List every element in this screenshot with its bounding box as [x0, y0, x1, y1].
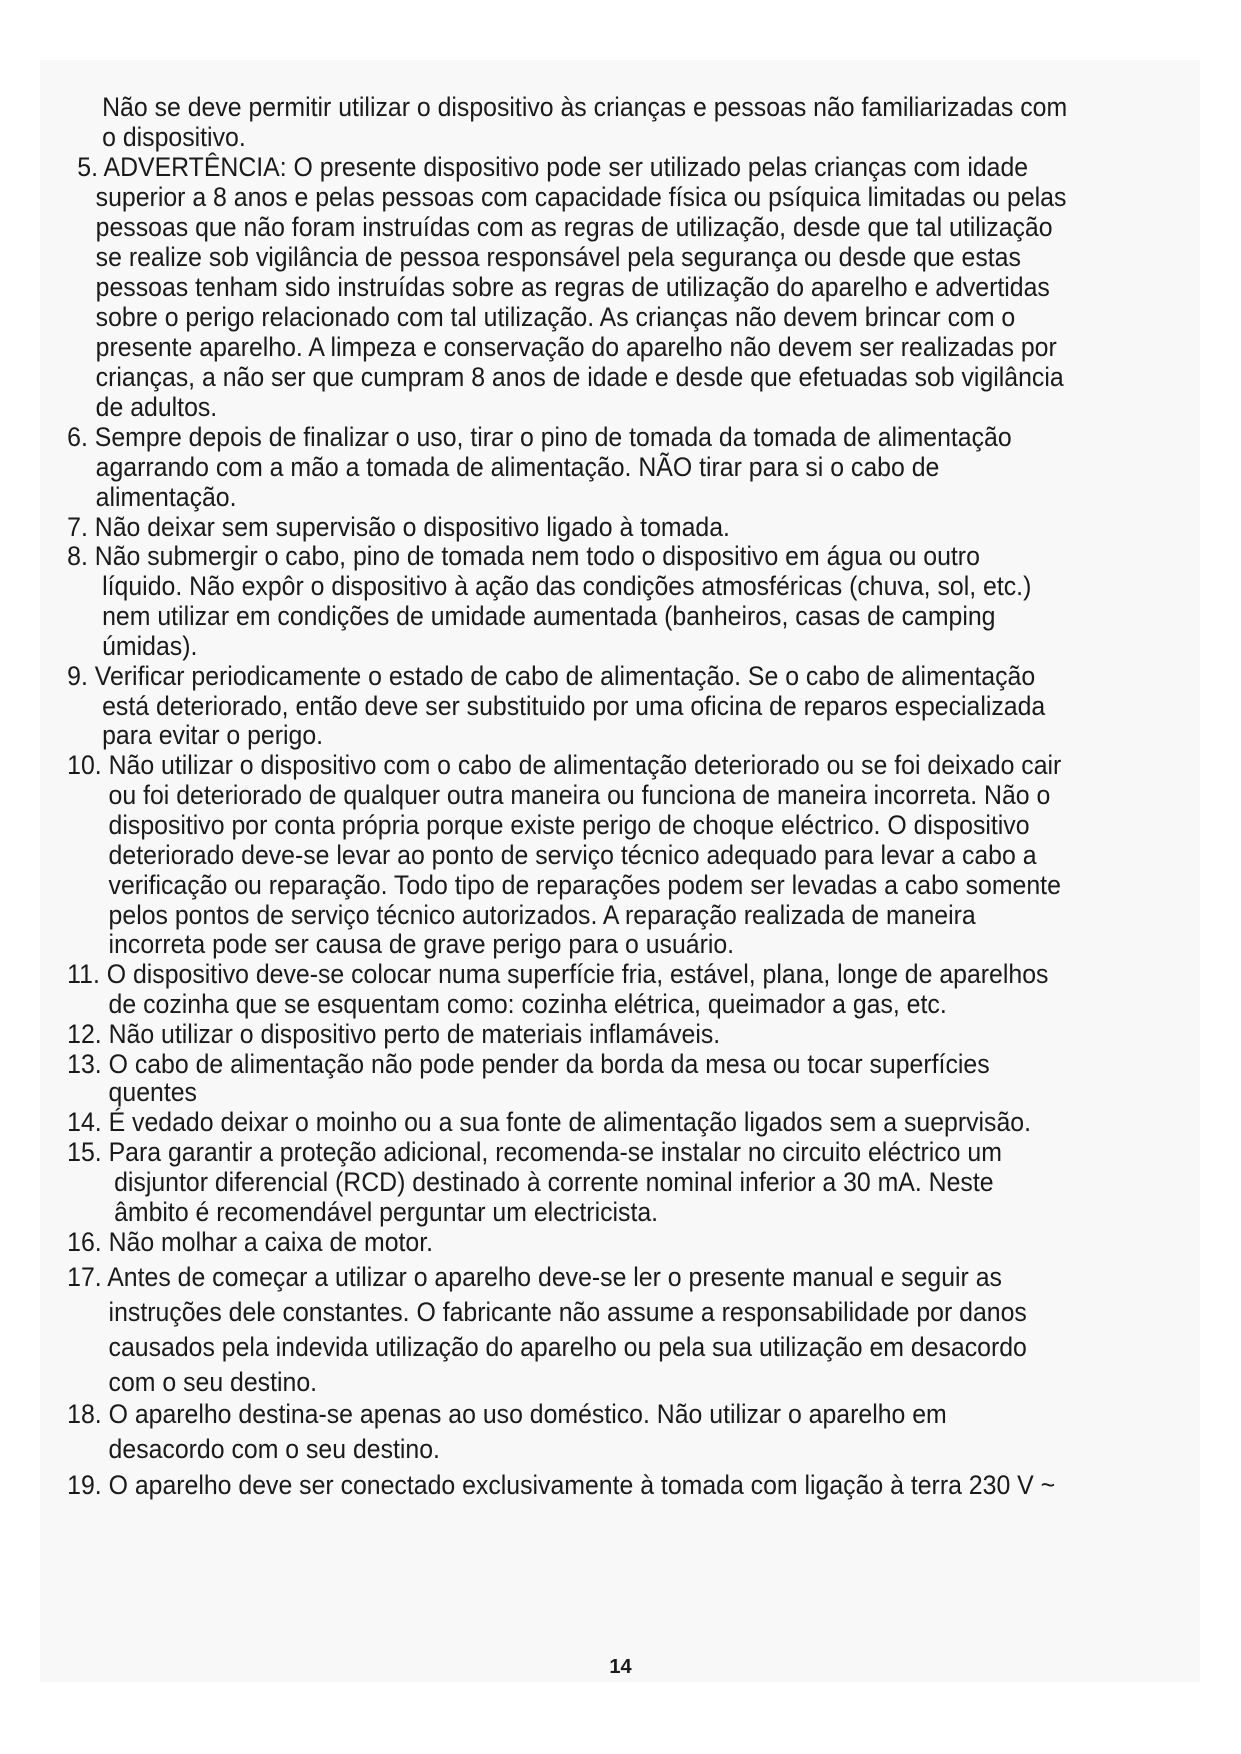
text-line: de cozinha que se esquentam como: cozinha elétrica, queimador a gas, etc. — [108, 989, 947, 1019]
text-line: nem utilizar em condições de umidade aumentada (banheiros, casas de camping — [102, 601, 996, 631]
text-line: verificação ou reparação. Todo tipo de reparações podem ser levadas a cabo somente — [108, 870, 1061, 900]
text-line: pessoas que não foram instruídas com as regras de utilização, desde que tal utilização — [95, 212, 1053, 242]
text-line: alimentação. — [95, 482, 237, 512]
text-line: quentes — [108, 1077, 197, 1107]
text-line: desacordo com o seu destino. — [108, 1434, 440, 1464]
text-line: crianças, a não ser que cumpram 8 anos de idade e desde que efetuadas sob vigilância — [95, 362, 1064, 392]
text-line: superior a 8 anos e pelas pessoas com capacidade física ou psíquica limitadas ou pelas — [95, 182, 1067, 212]
text-line: líquido. Não expôr o dispositivo à ação das condições atmosféricas (chuva, sol, etc.) — [102, 571, 1032, 601]
text-line: deteriorado deve-se levar ao ponto de serviço técnico adequado para levar a cabo a — [108, 840, 1037, 870]
list-item-9: 9. Verificar periodicamente o estado de cabo de alimentação. Se o cabo de alimentação — [67, 661, 1036, 691]
list-item-19: 19. O aparelho deve ser conectado exclusivamente à tomada com ligação à terra 230 V ~ — [67, 1470, 1056, 1500]
list-item-14: 14. É vedado deixar o moinho ou a sua fonte de alimentação ligados sem a sueprvisão. — [67, 1107, 1032, 1137]
list-item-18: 18. O aparelho destina-se apenas ao uso doméstico. Não utilizar o aparelho em — [67, 1399, 947, 1429]
list-item-10: 10. Não utilizar o dispositivo com o cabo de alimentação deteriorado ou se foi deixado cair — [67, 750, 1062, 780]
text-line: está deteriorado, então deve ser substituido por uma oficina de reparos especializada — [102, 691, 1046, 721]
text-line: de adultos. — [95, 392, 218, 422]
list-item-12: 12. Não utilizar o dispositivo perto de materiais inflamáveis. — [67, 1019, 721, 1049]
list-item-11: 11. O dispositivo deve-se colocar numa superfície fria, estável, plana, longe de aparelhos — [67, 959, 1049, 989]
text-line: se realize sob vigilância de pessoa responsável pela segurança ou desde que estas — [95, 242, 1021, 272]
list-item-5: 5. ADVERTÊNCIA: O presente dispositivo pode ser utilizado pelas crianças com idade — [77, 152, 1029, 182]
list-item-15: 15. Para garantir a proteção adicional, recomenda-se instalar no circuito eléctrico um — [67, 1137, 1002, 1167]
text-line: instruções dele constantes. O fabricante não assume a responsabilidade por danos — [108, 1297, 1027, 1327]
list-item-8: 8. Não submergir o cabo, pino de tomada nem todo o dispositivo em água ou outro — [67, 541, 980, 571]
text-line: causados pela indevida utilização do aparelho ou pela sua utilização em desacordo — [108, 1332, 1027, 1362]
text-line: pelos pontos de serviço técnico autorizados. A reparação realizada de maneira — [108, 900, 976, 930]
list-item-7: 7. Não deixar sem supervisão o dispositivo ligado à tomada. — [67, 512, 730, 542]
text-line: agarrando com a mão a tomada de alimentação. NÃO tirar para si o cabo de — [95, 452, 940, 482]
text-line: Não se deve permitir utilizar o dispositivo às crianças e pessoas não familiarizadas com — [102, 92, 1068, 122]
text-line: para evitar o perigo. — [102, 720, 324, 750]
list-item-13: 13. O cabo de alimentação não pode pender da borda da mesa ou tocar superfícies — [67, 1049, 990, 1079]
text-line: incorreta pode ser causa de grave perigo para o usuário. — [108, 929, 735, 959]
text-line: disjuntor diferencial (RCD) destinado à corrente nominal inferior a 30 mA. Neste — [114, 1167, 994, 1197]
text-line: ou foi deteriorado de qualquer outra maneira ou funciona de maneira incorreta. Não o — [108, 780, 1051, 810]
text-line: sobre o perigo relacionado com tal utilização. As crianças não devem brincar com o — [95, 302, 1016, 332]
text-line: o dispositivo. — [102, 122, 246, 152]
page-number: 14 — [609, 1656, 632, 1678]
text-line: úmidas). — [102, 631, 198, 661]
text-line: com o seu destino. — [108, 1367, 318, 1397]
list-item-6: 6. Sempre depois de finalizar o uso, tirar o pino de tomada da tomada de alimentação — [67, 422, 1012, 452]
text-line: pessoas tenham sido instruídas sobre as regras de utilização do aparelho e advertidas — [95, 272, 1050, 302]
text-line: âmbito é recomendável perguntar um electricista. — [114, 1197, 659, 1227]
list-item-16: 16. Não molhar a caixa de motor. — [67, 1227, 434, 1257]
text-line: presente aparelho. A limpeza e conservação do aparelho não devem ser realizadas por — [95, 332, 1057, 362]
text-line: dispositivo por conta própria porque existe perigo de choque eléctrico. O dispositivo — [108, 810, 1030, 840]
list-item-17: 17. Antes de começar a utilizar o aparelho deve-se ler o presente manual e seguir as — [67, 1262, 1002, 1292]
